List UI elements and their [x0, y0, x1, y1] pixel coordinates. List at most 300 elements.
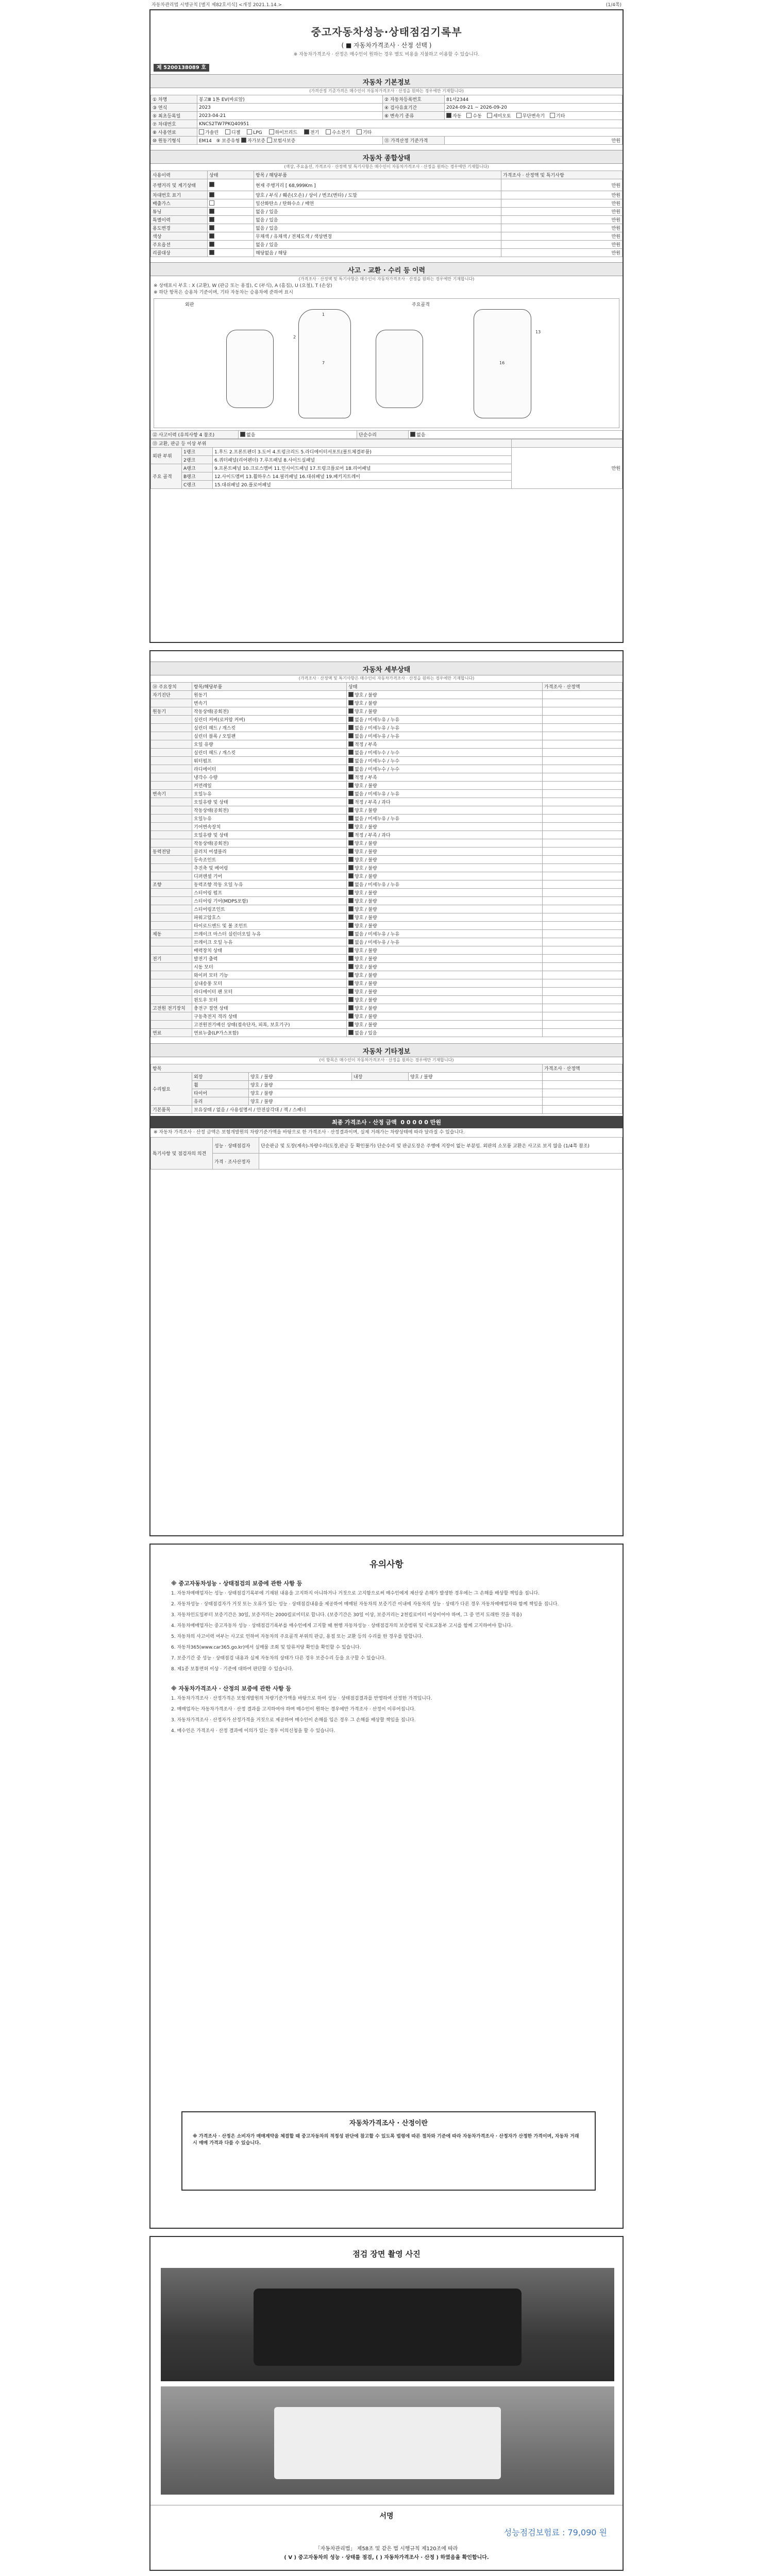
detail-row	[151, 922, 623, 930]
detail-group	[151, 699, 192, 707]
summary-row-value: 없음 / 있음	[254, 208, 501, 216]
detail-row	[151, 831, 623, 839]
detail-item: 라디에이터 팬 모터	[192, 988, 347, 996]
checkbox-icon	[348, 774, 354, 779]
detail-state-text: 없음 / 미세누유 / 누유	[355, 718, 400, 723]
detail-state-text: 양호 / 불량	[355, 1023, 377, 1028]
detail-state	[347, 880, 543, 889]
detail-state-text: 적정 / 부족	[355, 775, 377, 781]
rank-label: 1랭크	[182, 448, 213, 456]
detail-state	[347, 806, 543, 815]
detail-group	[151, 979, 192, 988]
detail-item: 스티어링조인트	[192, 905, 347, 913]
detail-item: 브레이크 마스터 실린더오일 누유	[192, 930, 347, 938]
detail-state	[347, 782, 543, 790]
checkbox-icon	[550, 113, 555, 118]
detail-state-text: 적정 / 부족 / 과다	[355, 833, 391, 838]
appraiser-label: 가격 · 조사산정자	[213, 1154, 259, 1170]
detail-row	[151, 798, 623, 806]
repair-needed-label: 수리필요	[151, 1073, 192, 1106]
detail-state	[347, 897, 543, 905]
fuel-options	[197, 128, 623, 137]
wheel-label: 휠	[192, 1081, 249, 1089]
detail-group	[151, 1021, 192, 1029]
detail-state	[347, 1004, 543, 1012]
interior-label: 내장	[352, 1073, 409, 1081]
detail-item: 오일유량 및 상태	[192, 831, 347, 839]
notice-list-2	[171, 1696, 602, 1735]
summary-row-label: 특별이력	[151, 216, 208, 224]
notice-item: 1. 자동차매매업자는 성능 · 상태점검기록부에 기재된 내용을 고지하지 아니하거나 거짓으로 고지함으로써 매수인에게 재산상 손해가 발생한 경우에는 그 손해를 배상할 책임을 집니다.	[171, 1591, 540, 1596]
car-left-side-icon	[226, 330, 274, 408]
notice-list-1	[171, 1590, 602, 1673]
checkbox-icon	[487, 113, 492, 118]
summary-row-label: 주행거리 및 계기상태	[151, 179, 208, 191]
appraisal-definition-box	[181, 2111, 596, 2191]
detail-group: 고전원 전기장치	[151, 1004, 192, 1012]
transmission-options	[445, 112, 623, 120]
detail-row	[151, 716, 623, 724]
detail-row	[151, 979, 623, 988]
checkbox-icon	[348, 783, 354, 788]
checkbox-icon	[225, 129, 230, 134]
car-name-label: ① 차명	[151, 95, 197, 104]
checkbox-icon	[348, 972, 354, 977]
rank-label: C랭크	[182, 481, 213, 489]
part-number: 16	[499, 361, 505, 365]
detail-col-device: ⑭ 주요장치	[151, 683, 192, 691]
checkbox-icon	[209, 250, 214, 255]
detail-item: 클러치 어셈블리	[192, 848, 347, 856]
detail-item: 디퍼렌셜 기어	[192, 872, 347, 880]
tire-state: 양호 / 불량	[249, 1089, 543, 1097]
detail-state-text: 없음 / 미세누유 / 누유	[355, 932, 400, 937]
detail-state-text: 양호 / 불량	[355, 990, 377, 995]
detail-group	[151, 839, 192, 848]
detail-row	[151, 740, 623, 749]
glass-label: 유리	[192, 1097, 249, 1106]
insurance-fee-value: 79,090 원	[567, 2528, 607, 2537]
checkbox-icon	[410, 432, 415, 437]
subtitle-note: ※ 자동차가격조사 · 산정은 매수인이 원하는 경우 별도 비용을 지불하고 이용할 수 있습니다.	[293, 52, 480, 57]
insurance-fee-label: 성능점검보험료 :	[503, 2528, 568, 2537]
detail-row	[151, 963, 623, 971]
detail-state	[347, 963, 543, 971]
detail-price	[543, 815, 623, 823]
detail-price	[543, 765, 623, 773]
special-notes-table	[150, 1137, 623, 1170]
detail-row	[151, 856, 623, 864]
detail-item: 오일 유량	[192, 740, 347, 749]
summary-unit: 만원	[501, 224, 623, 232]
final-price-note: ※ 자동차 가격조사 · 산정 금액은 보험개발원의 차량기준가액을 바탕으로 한 가격조사 · 산정결과이며, 실제 거래가는 차량상태에 따라 달라질 수 있습니다.	[154, 1130, 465, 1135]
detail-price	[543, 707, 623, 716]
appraisal-definition-title: 자동차가격조사 · 산정이란	[349, 2120, 428, 2127]
detail-state	[347, 1029, 543, 1037]
detail-state-text: 양호 / 불량	[355, 701, 377, 706]
warranty-label: ⑨ 보증유형	[216, 139, 240, 144]
checkbox-icon	[348, 964, 354, 969]
checkbox-icon	[348, 733, 354, 738]
detail-item: 와이퍼 모터 기능	[192, 971, 347, 979]
checkbox-icon	[348, 1013, 354, 1019]
detail-row	[151, 889, 623, 897]
checkbox-icon	[348, 931, 354, 936]
detail-row	[151, 757, 623, 765]
rank-label: 2랭크	[182, 456, 213, 464]
detail-title: 자동차 세부상태	[150, 662, 623, 675]
checkbox-icon	[348, 849, 354, 854]
detail-item: 냉각수 수량	[192, 773, 347, 782]
summary-unit: 만원	[501, 216, 623, 224]
detail-state-text: 양호 / 불량	[355, 916, 377, 921]
plate-label: ② 자동차등록번호	[383, 95, 445, 104]
transmission-option: 기타	[556, 114, 565, 119]
detail-row	[151, 897, 623, 905]
checkbox-icon	[209, 200, 214, 206]
detail-state	[347, 971, 543, 979]
detail-price	[543, 848, 623, 856]
checkbox-icon	[348, 717, 354, 722]
engine-label: ⑩ 원동기형식	[151, 137, 197, 145]
detail-price	[543, 872, 623, 880]
summary-unit: 만원	[501, 249, 623, 257]
notice-item: 7. 보증기간 중 성능 · 상태점검 내용과 실제 자동차의 상태가 다른 경우 보증수리 등을 요구할 수 있습니다.	[171, 1656, 386, 1661]
basic-items-label: 기본품목	[151, 1106, 192, 1114]
detail-group: 동력전달	[151, 848, 192, 856]
base-price-label: ⑪ 가격산정 기준가격	[383, 137, 445, 145]
checkbox-icon	[209, 242, 214, 247]
notice-item: 2. 자동차성능 · 상태점검자가 거짓 또는 오류가 있는 성능 · 상태점검내용을 제공하여 매매된 자동차의 보증기간 이내에 자동차의 성능 · 상태가 다른 경우 자동차매매업자와 함께 책임을 집니다.	[171, 1602, 559, 1607]
page-2	[149, 650, 624, 1536]
detail-price	[543, 749, 623, 757]
detail-price	[543, 716, 623, 724]
detail-state	[347, 798, 543, 806]
checkbox-icon	[348, 840, 354, 845]
year-value: 2023	[197, 104, 383, 112]
checkbox-icon	[240, 432, 245, 437]
checkbox-icon	[348, 857, 354, 862]
summary-unit: 만원	[501, 241, 623, 249]
detail-row	[151, 749, 623, 757]
detail-item: 동력조향 작동 오일 누유	[192, 880, 347, 889]
checkbox-icon	[348, 873, 354, 878]
basic-info-table	[150, 95, 623, 145]
detail-item: 구동축전지 격리 상태	[192, 1012, 347, 1021]
checkbox-icon	[348, 750, 354, 755]
detail-state-text: 없음 / 미세누유 / 누유	[355, 817, 400, 822]
detail-price	[543, 724, 623, 732]
summary-col-history: 사용이력	[151, 171, 208, 179]
detail-state	[347, 831, 543, 839]
detail-price	[543, 1012, 623, 1021]
checkbox-icon	[348, 791, 354, 796]
checkbox-icon	[209, 233, 214, 239]
vin-label: ⑦ 차대번호	[151, 120, 197, 128]
detail-state-text: 양호 / 불량	[355, 973, 377, 978]
detail-price	[543, 740, 623, 749]
accident-note: (가격조사 · 산정액 및 특기사항은 매수인이 자동차가격조사 · 산정을 원하는 경우에만 기재합니다)	[298, 277, 475, 281]
detail-group	[151, 905, 192, 913]
simple-repair-value	[409, 431, 623, 439]
detail-item: 시동 모터	[192, 963, 347, 971]
detail-price	[543, 864, 623, 872]
checkbox-icon	[348, 807, 354, 812]
engine-warranty	[197, 137, 383, 145]
detail-state-text: 양호 / 불량	[355, 709, 377, 715]
detail-state-text: 양호 / 불량	[355, 866, 377, 871]
fuel-option: LPG	[253, 130, 262, 135]
law-statement-1: 「자동차관리법」 제58조 및 같은 법 시행규칙 제120조에 따라	[315, 2546, 458, 2552]
detail-row	[151, 773, 623, 782]
final-price-value: 0 0 0 0 0 만원	[400, 1119, 442, 1126]
document-sheet	[149, 0, 624, 2576]
detail-group: 제동	[151, 930, 192, 938]
detail-row	[151, 955, 623, 963]
detail-state	[347, 699, 543, 707]
detail-state-text: 없음 / 미세누수 / 누수	[355, 767, 400, 772]
detail-group	[151, 856, 192, 864]
detail-price	[543, 979, 623, 988]
special-notes-text: 단순판금 및 도장(계속)-차량수리(도장,판금 등 확인불가) 단순수리 및 판금도장은 주행에 지장이 없는 부분임. 외판의 소모품 교환은 사고로 보지 않음 (1/4쪽 참조)	[259, 1138, 623, 1154]
car-grille-shape	[254, 2289, 522, 2366]
detail-state	[347, 740, 543, 749]
detail-row	[151, 930, 623, 938]
detail-row	[151, 1029, 623, 1037]
detail-price	[543, 856, 623, 864]
detail-state-text: 없음 / 미세누수 / 누수	[355, 751, 400, 756]
summary-unit: 만원	[501, 179, 623, 191]
detail-state	[347, 1021, 543, 1029]
checkbox-icon	[348, 824, 354, 829]
detail-price	[543, 922, 623, 930]
detail-price	[543, 732, 623, 740]
detail-group	[151, 716, 192, 724]
exterior-label: 외장	[192, 1073, 249, 1081]
basic-items-state: 보유상태 / 없음 / 사용설명서 / 안전삼각대 / 잭 / 스패너	[192, 1106, 543, 1114]
detail-price	[543, 963, 623, 971]
part-number: 13	[535, 330, 541, 334]
summary-row-label: 차대번호 표기	[151, 191, 208, 199]
summary-unit: 만원	[501, 191, 623, 199]
checkbox-icon	[446, 113, 451, 118]
odometer-value: 현재 주행거리 [ 68,999Km ]	[254, 179, 501, 191]
checkbox-icon	[348, 882, 354, 887]
detail-group	[151, 831, 192, 839]
detail-state	[347, 732, 543, 740]
detail-price	[543, 839, 623, 848]
page-3	[149, 1544, 624, 2229]
detail-row	[151, 988, 623, 996]
detail-item: 워터펌프	[192, 757, 347, 765]
detail-group	[151, 889, 192, 897]
warranty-option: 보험사보증	[273, 139, 296, 144]
detail-item: 작동상태(공회전)	[192, 839, 347, 848]
checkbox-icon	[348, 766, 354, 771]
detail-state-text: 양호 / 불량	[355, 874, 377, 879]
checkbox-icon	[348, 898, 354, 903]
detail-group	[151, 782, 192, 790]
detail-price	[543, 773, 623, 782]
outer-parts-label: 외판 부위	[151, 448, 182, 464]
detail-state	[347, 707, 543, 716]
checkbox-icon	[357, 129, 362, 134]
detail-state-text: 없음 / 미세누수 / 누수	[355, 759, 400, 764]
detail-item: 파워고압호스	[192, 913, 347, 922]
fuel-option: 하이브리드	[275, 130, 298, 135]
detail-state	[347, 1012, 543, 1021]
detail-group	[151, 749, 192, 757]
detail-item: 추진축 및 베어링	[192, 864, 347, 872]
detail-group	[151, 798, 192, 806]
checkbox-icon	[348, 758, 354, 763]
vin-value: KNCS2TW7PKQ40951	[197, 120, 623, 128]
document-number: 제 5200138089 호	[154, 64, 209, 72]
detail-state	[347, 988, 543, 996]
detail-item: 실린더 헤드 / 개스킷	[192, 749, 347, 757]
detail-item: 실린더 커버(로커암 커버)	[192, 716, 347, 724]
part-number: 1	[322, 312, 325, 317]
detail-price	[543, 897, 623, 905]
detail-price	[543, 782, 623, 790]
detail-state	[347, 913, 543, 922]
fuel-label: ⑧ 사용연료	[151, 128, 197, 137]
detail-item: 라디에이터	[192, 765, 347, 773]
frame-parts-label: 주요 골격	[151, 464, 182, 489]
inspector-label: 성능 · 상태점검자	[213, 1138, 259, 1154]
notice-item: 3. 자동차가격조사 · 산정자가 산정가격을 거짓으로 제공하여 매수인이 손해를 입은 경우 그 손해를 배상할 책임을 집니다.	[171, 1718, 416, 1723]
detail-group	[151, 996, 192, 1004]
detail-state	[347, 749, 543, 757]
notice-item: 8. 제1종 보통면허 이상 · 기준에 대하여 판단할 수 있습니다.	[171, 1667, 294, 1672]
detail-group	[151, 897, 192, 905]
warranty-option: 자가보증	[247, 139, 265, 144]
detail-state	[347, 856, 543, 864]
checkbox-icon	[348, 692, 354, 697]
detail-row	[151, 790, 623, 798]
detail-group	[151, 913, 192, 922]
detail-row	[151, 732, 623, 740]
checkbox-icon	[348, 865, 354, 870]
other-col-price: 가격조사 · 산정액	[543, 1064, 623, 1073]
detail-item: 스티어링 펌프	[192, 889, 347, 897]
accident-history-label: ⑫ 사고이력 (유의사항 4 참조)	[151, 431, 239, 439]
plate-value: 81서2344	[445, 95, 623, 104]
detail-price	[543, 699, 623, 707]
document-subtitle: ( ■ 자동차가격조사 · 산정 선택 )	[341, 42, 432, 49]
detail-state	[347, 864, 543, 872]
detail-state	[347, 839, 543, 848]
accident-history-text: 없음	[246, 433, 256, 438]
detail-state-text: 없음 / 미세누유 / 누유	[355, 940, 400, 945]
rank-label: A랭크	[182, 464, 213, 472]
detail-price	[543, 946, 623, 955]
checkbox-icon	[348, 956, 354, 961]
detail-state-text: 양호 / 불량	[355, 948, 377, 954]
detail-item: 연료누출(LP가스포함)	[192, 1029, 347, 1037]
checkbox-icon	[348, 890, 354, 895]
detail-price	[543, 988, 623, 996]
summary-row-label: 배출가스	[151, 199, 208, 208]
detail-group	[151, 815, 192, 823]
checkbox-icon	[348, 708, 354, 714]
detail-item: 오일유량 및 상태	[192, 798, 347, 806]
detail-state-text: 양호 / 불량	[355, 924, 377, 929]
detail-price	[543, 823, 623, 831]
detail-price	[543, 889, 623, 897]
detail-row	[151, 864, 623, 872]
parts-table	[150, 439, 623, 489]
rank-items: 15.대쉬패널 20.플로어패널	[213, 481, 512, 489]
page-4	[149, 2236, 624, 2571]
base-price-unit: 만원	[445, 137, 623, 145]
checkbox-icon	[348, 980, 354, 986]
detail-state-text: 양호 / 불량	[355, 1006, 377, 1011]
checkbox-icon	[348, 914, 354, 920]
detail-state-text: 양호 / 불량	[355, 998, 377, 1003]
summary-row-label: 색상	[151, 232, 208, 241]
transmission-option: 수동	[473, 114, 482, 119]
detail-item: 충전구 절연 상태	[192, 1004, 347, 1012]
detail-state-text: 양호 / 불량	[355, 693, 377, 698]
appraisal-definition-text: ※ 가격조사 · 산정은 소비자가 매매계약을 체결할 때 중고자동차의 적정성 판단에 참고할 수 있도록 법령에 따른 절차와 기준에 따라 자동차가격조사 · 산정자가 산정한 가격이며, 자동차 거래 시 매매 가격과 다를 수 있습니다.	[193, 2134, 579, 2146]
transmission-option: 무단변속기	[522, 114, 545, 119]
detail-state-text: 양호 / 불량	[355, 965, 377, 970]
fuel-option: 전기	[310, 130, 320, 135]
checkbox-icon	[209, 192, 214, 197]
detail-item: 배력장치 상태	[192, 946, 347, 955]
detail-item: 타이로드엔드 및 볼 조인트	[192, 922, 347, 930]
accident-summary-table	[150, 430, 623, 439]
detail-price	[543, 938, 623, 946]
title-block	[150, 10, 623, 57]
detail-state	[347, 815, 543, 823]
sign-title: 서명	[379, 2512, 394, 2520]
detail-state-text: 양호 / 불량	[355, 850, 377, 855]
detail-state	[347, 724, 543, 732]
detail-state	[347, 848, 543, 856]
detail-row	[151, 971, 623, 979]
checkbox-icon	[348, 1005, 354, 1010]
detail-row	[151, 806, 623, 815]
detail-group	[151, 773, 192, 782]
detail-item: 변속기	[192, 699, 347, 707]
detail-state-text: 없음 / 미세누유 / 누유	[355, 726, 400, 731]
checkbox-icon	[348, 947, 354, 953]
detail-state	[347, 905, 543, 913]
detail-item: 브레이크 오일 누유	[192, 938, 347, 946]
special-notes-label: 특기사항 및 점검자의 의견	[151, 1138, 213, 1170]
tire-label: 타이어	[192, 1089, 249, 1097]
first-registration-label: ⑤ 최초등록일	[151, 112, 197, 120]
summary-row-label: 리콜대상	[151, 249, 208, 257]
checkbox-icon	[247, 129, 252, 134]
inspection-photo-front	[161, 2268, 614, 2381]
notice-item: 4. 매수인은 가격조사 · 산정 결과에 이의가 있는 경우 이의신청을 할 수 있습니다.	[171, 1728, 335, 1734]
detail-group	[151, 971, 192, 979]
summary-row-value: 해당없음 / 해당	[254, 249, 501, 257]
detail-group	[151, 823, 192, 831]
detail-state	[347, 996, 543, 1004]
detail-group	[151, 922, 192, 930]
summary-col-state: 상태	[208, 171, 254, 179]
detail-group: 자기진단	[151, 691, 192, 699]
summary-unit: 만원	[501, 232, 623, 241]
detail-price	[543, 1029, 623, 1037]
checkbox-icon	[209, 225, 214, 230]
checkbox-icon	[241, 138, 246, 143]
document-title: 중고자동차성능·상태점검기록부	[311, 26, 462, 38]
